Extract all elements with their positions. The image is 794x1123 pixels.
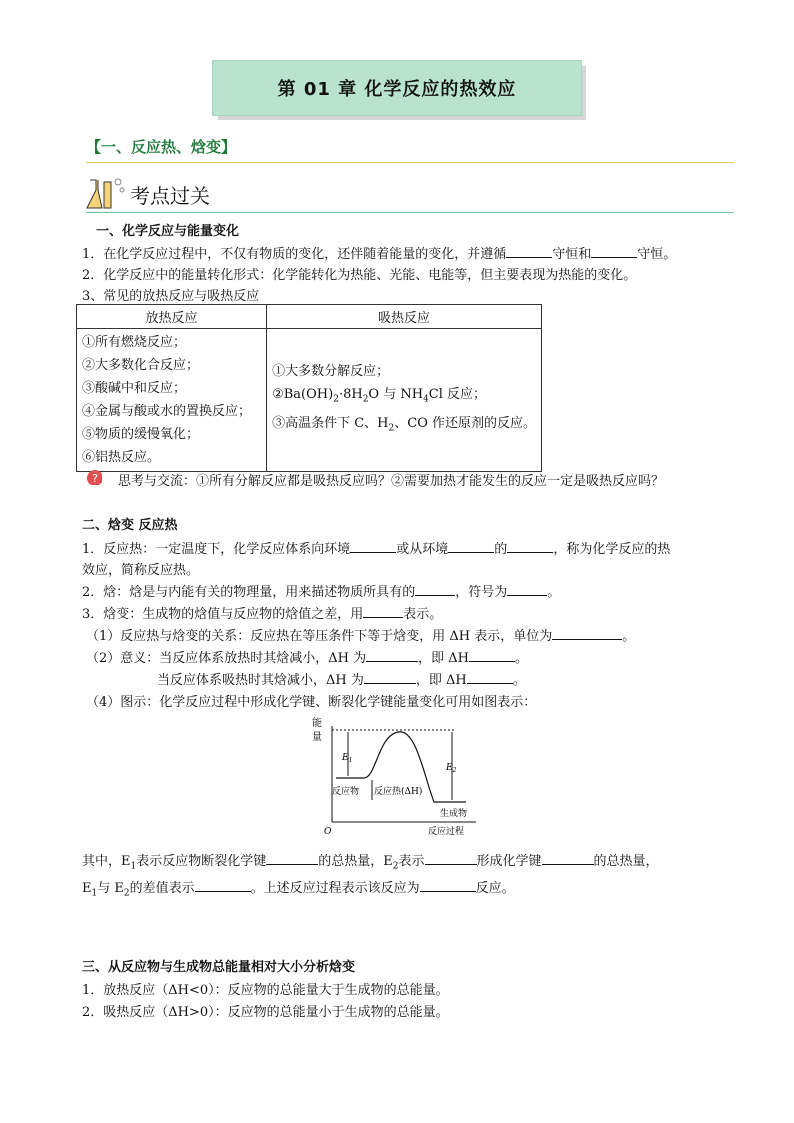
text: 1．在化学反应过程中，不仅有物质的变化，还伴随着能量的变化，并遵循 <box>82 247 507 262</box>
part2-line8 <box>82 850 659 872</box>
blank <box>448 540 494 553</box>
part2-line6 <box>157 669 526 688</box>
part2-line7: （4）图示：化学反应过程中形成化学键、断裂化学键能量变化可用如图表示： <box>86 695 537 710</box>
heat-label: 反应热(ΔH) <box>374 787 423 797</box>
part2-line1b: 效应，简称反应热。 <box>82 563 200 578</box>
text: 与 E <box>97 881 124 896</box>
blank <box>591 245 637 258</box>
part2-line4 <box>86 625 635 644</box>
part2-line1 <box>82 538 670 557</box>
sub: 2 <box>362 394 369 405</box>
endo-list <box>267 329 542 472</box>
part3-line2: 2．吸热反应（ΔH>0）：反应物的总能量小于生成物的总能量。 <box>82 1005 449 1020</box>
blank <box>469 649 515 662</box>
list-item: ①所有燃烧反应； <box>82 335 187 350</box>
kaodian-divider <box>86 212 734 213</box>
blank <box>366 649 418 662</box>
text: ②Ba(OH) <box>272 386 334 402</box>
exo-list <box>77 329 267 472</box>
blank <box>507 583 547 596</box>
text: （1）反应热与焓变的关系：反应热在等压条件下等于焓变，用 ΔH 表示，单位为 <box>86 629 553 644</box>
blank <box>364 671 416 684</box>
list-item: ⑤物质的缓慢氧化； <box>82 427 200 442</box>
blank <box>506 245 552 258</box>
y-label-1: 能 <box>312 718 322 729</box>
list-item: ②大多数化合反应； <box>82 358 200 373</box>
part2-heading: 二、焓变 反应热 <box>82 518 178 533</box>
part1-line1 <box>82 243 676 262</box>
text: 的差值表示 <box>129 881 195 896</box>
part2-line3 <box>82 603 442 622</box>
sub: 2 <box>123 888 130 899</box>
blank <box>195 879 251 892</box>
text: ，符号为 <box>455 585 508 600</box>
text: 、CO 作还原剂的反应。 <box>394 415 536 431</box>
flask-icon <box>84 174 128 212</box>
text: ，称为化学反应的热 <box>553 542 671 557</box>
page-title <box>212 60 582 116</box>
sub: 2 <box>392 861 399 872</box>
blank <box>467 671 513 684</box>
blank <box>552 627 622 640</box>
svg-text:?: ? <box>92 472 98 485</box>
sub: 2 <box>333 394 339 405</box>
part2-line9 <box>82 877 515 899</box>
think-text: 思考与交流：①所有分解反应都是吸热反应吗？②需要加热才能发生的反应一定是吸热反应吗？ <box>118 474 665 489</box>
text: （2）意义：当反应体系放热时其焓减小，ΔH 为 <box>86 651 367 666</box>
question-icon <box>86 469 102 485</box>
text: ·8H <box>338 386 363 402</box>
part2-line2 <box>82 581 560 600</box>
part1-line2: 2．化学反应中的能量转化形式：化学能转化为热能、光能、电能等，但主要表现为热能的变化。 <box>82 268 637 283</box>
list-item <box>272 412 536 441</box>
page-title-text: 第 01 章 化学反应的热效应 <box>277 79 517 100</box>
text: 表示 <box>398 854 425 869</box>
blank <box>425 852 477 865</box>
text: 。 <box>622 629 636 644</box>
text: 守恒和 <box>552 247 592 262</box>
text: 3．焓变：生成物的焓值与反应物的焓值之差，用 <box>82 607 364 622</box>
blank <box>420 879 476 892</box>
text: 形成化学键 <box>476 854 542 869</box>
text: 表示。 <box>403 607 443 622</box>
e1-label <box>341 753 352 764</box>
text: ③高温条件下 C、H <box>272 415 389 431</box>
text: 或从环境 <box>396 542 449 557</box>
sub: 2 <box>388 423 395 434</box>
part3-heading: 三、从反应物与生成物总能量相对大小分析焓变 <box>82 960 356 975</box>
blank <box>350 540 396 553</box>
blank <box>415 583 455 596</box>
text: 表示反应物断裂化学键 <box>136 854 267 869</box>
e1-sub: 1 <box>348 757 353 764</box>
col-endo: 吸热反应 <box>267 305 542 329</box>
kaodian-label: 考点过关 <box>130 184 210 208</box>
y-label-2: 量 <box>312 732 322 743</box>
product-label: 生成物 <box>440 809 468 819</box>
blank <box>266 852 318 865</box>
list-item: ④金属与酸或水的置换反应； <box>82 404 252 419</box>
text: E <box>82 881 92 896</box>
part2-line5 <box>86 647 528 666</box>
reaction-table <box>76 304 542 472</box>
part3-line1: 1．放热反应（ΔH<0）：反应物的总能量大于生成物的总能量。 <box>82 983 449 998</box>
e2: E <box>446 763 453 773</box>
part1-line3: 3、常见的放热反应与吸热反应 <box>82 289 260 304</box>
text: Cl 反应； <box>428 386 487 402</box>
text: 当反应体系吸热时其焓减小，ΔH 为 <box>157 673 364 688</box>
list-item: ③酸碱中和反应； <box>82 381 187 396</box>
reactant-label: 反应物 <box>332 787 360 797</box>
text: 的 <box>494 542 508 557</box>
section-heading: 【一、反应热、焓变】 <box>86 138 237 156</box>
e1: E <box>342 753 349 763</box>
e2-label <box>445 763 457 774</box>
text: 1．反应热：一定温度下，化学反应体系向环境 <box>82 542 351 557</box>
text: 。上述反应过程表示该反应为 <box>250 881 420 896</box>
text: 。 <box>515 651 529 666</box>
e2-sub: 2 <box>452 767 457 774</box>
sub: 1 <box>91 888 98 899</box>
col-exo: 放热反应 <box>77 305 267 329</box>
sub: 4 <box>423 394 429 405</box>
blank <box>542 852 594 865</box>
part1-heading: 一、化学反应与能量变化 <box>96 224 240 239</box>
text: 其中，E <box>82 854 131 869</box>
text: 2．焓：焓是与内能有关的物理量，用来描述物质所具有的 <box>82 585 416 600</box>
blank <box>363 605 403 618</box>
text: O 与 NH <box>368 386 424 402</box>
text: ，即 ΔH <box>415 673 467 688</box>
text: 。 <box>547 585 561 600</box>
text: 守恒。 <box>637 247 677 262</box>
text: 的总热量， <box>593 854 659 869</box>
x-label: 反应过程 <box>428 827 465 837</box>
origin-label: O <box>324 827 332 837</box>
blank <box>507 540 553 553</box>
list-item: ①大多数分解反应； <box>272 363 390 379</box>
text: 。 <box>512 673 526 688</box>
sub: 1 <box>130 861 137 872</box>
section-divider <box>86 162 734 163</box>
list-item <box>272 383 536 412</box>
text: 反应。 <box>475 881 515 896</box>
list-item: ⑥铝热反应。 <box>82 450 161 465</box>
text: ，即 ΔH <box>418 651 469 666</box>
text: 的总热量，E <box>318 854 393 869</box>
energy-diagram <box>306 716 496 840</box>
